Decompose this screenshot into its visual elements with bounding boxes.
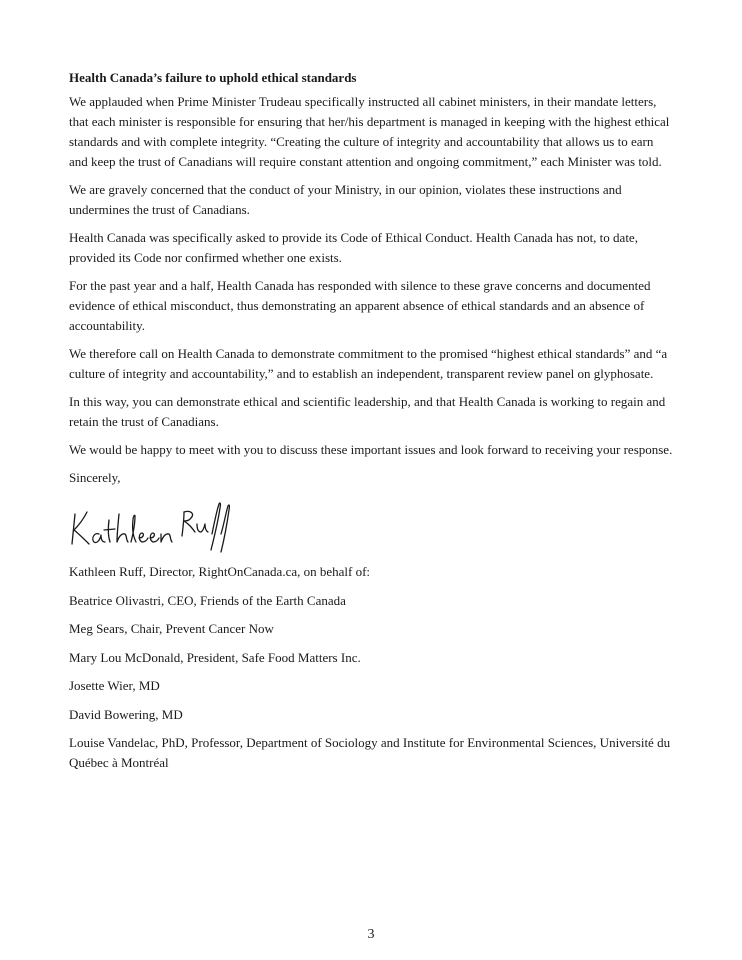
signatory-item: Mary Lou McDonald, President, Safe Food Matters Inc. <box>69 649 361 665</box>
letter-page <box>69 68 673 782</box>
paragraph-leadership: In this way, you can demonstrate ethical and scientific leadership, and that Health Canada is working to regain and retain the trust of Canadians. <box>69 394 666 429</box>
paragraph-meeting: We would be happy to meet with you to discuss these important issues and look forward to receiving your response. <box>69 442 673 457</box>
paragraph-silence: For the past year and a half, Health Canada has responded with silence to these grave concerns and documented evidence of ethical misconduct, thus demonstrating an apparent absence of ethical standards and an absence of accountability. <box>69 278 651 333</box>
page-number: 3 <box>367 927 375 942</box>
signatory-item: Beatrice Olivastri, CEO, Friends of the Earth Canada <box>69 592 346 608</box>
signatory-item: Meg Sears, Chair, Prevent Cancer Now <box>69 621 274 636</box>
section-heading: Health Canada’s failure to uphold ethical standards <box>69 70 357 85</box>
paragraph-code-request: Health Canada was specifically asked to provide its Code of Ethical Conduct. Health Canada has not, to date, provided its Code nor confirmed whether one exists. <box>69 230 638 265</box>
closing-salutation: Sincerely, <box>69 470 121 485</box>
signatory-list <box>69 562 673 773</box>
paragraph-mandate: We applauded when Prime Minister Trudeau specifically instructed all cabinet ministers, in their mandate letters, that each minister is responsible for ensuring that her/his department is managed in keeping with the highest ethical standards and with complete integrity. “Creating the culture of integrity and accountability that allows us to earn and keep the trust of Canadians will require constant attention and ongoing commitment,” each Minister was told. <box>69 94 670 169</box>
signatory-item: Kathleen Ruff, Director, RightOnCanada.ca, on behalf of: <box>69 564 371 579</box>
paragraph-call-to-action: We therefore call on Health Canada to demonstrate commitment to the promised “highest ethical standards” and “a culture of integrity and accountability,” and to establish an independent, transparent review panel on glyphosate. <box>69 346 668 381</box>
signatory-item: Louise Vandelac, PhD, Professor, Department of Sociology and Institute for Environmental Sciences, Université du Québec à Montréal <box>69 735 671 770</box>
signatory-item: David Bowering, MD <box>69 706 183 722</box>
handwritten-signature <box>69 494 673 556</box>
paragraph-concern: We are gravely concerned that the conduct of your Ministry, in our opinion, violates these instructions and undermines the trust of Canadians. <box>69 182 622 217</box>
signatory-item: Josette Wier, MD <box>69 678 160 693</box>
